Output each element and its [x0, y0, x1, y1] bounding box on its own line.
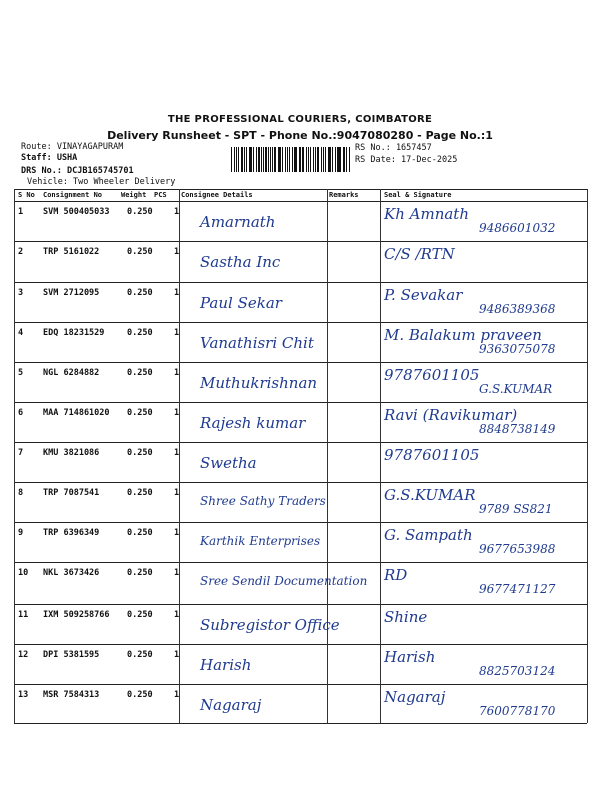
table-row [14, 362, 587, 402]
row-weight: 0.250 [127, 368, 153, 378]
grid-line [14, 362, 587, 363]
grid-line [14, 282, 587, 283]
grid-line [14, 644, 587, 645]
row-consignee-handwritten: Karthik Enterprises [200, 534, 321, 548]
table-row [14, 684, 587, 723]
table-row [14, 241, 587, 282]
row-consignee-handwritten: Amarnath [200, 213, 276, 231]
row-consignee-handwritten: Muthukrishnan [200, 374, 318, 392]
row-consignee-handwritten: Nagaraj [200, 696, 262, 714]
table-row [14, 282, 587, 322]
table-header [14, 190, 587, 201]
row-consignment: SVM 2712095 [43, 288, 100, 298]
col-sno: S No [18, 191, 35, 199]
grid-line [380, 189, 381, 723]
row-pcs: 1 [174, 247, 180, 257]
row-sno: 5 [18, 368, 24, 378]
row-weight: 0.250 [127, 528, 153, 538]
row-phone-handwritten: 9486601032 [479, 221, 556, 235]
row-weight: 0.250 [127, 568, 153, 578]
row-phone-handwritten: 9789 SS821 [479, 502, 553, 516]
row-consignment: IXM 509258766 [43, 610, 110, 620]
drs-number: DRS No.: DCJB165745701 [21, 166, 134, 176]
company-title: THE PROFESSIONAL COURIERS, COIMBATORE [167, 114, 433, 125]
row-consignment: KMU 3821086 [43, 448, 100, 458]
row-signature: P. Sevakar [384, 286, 463, 304]
row-consignee-handwritten: Shree Sathy Traders [200, 494, 326, 508]
row-pcs: 1 [174, 408, 180, 418]
row-sno: 12 [18, 650, 29, 660]
grid-line [179, 189, 180, 723]
row-pcs: 1 [174, 690, 180, 700]
row-weight: 0.250 [127, 408, 153, 418]
row-weight: 0.250 [127, 488, 153, 498]
runsheet-title: Delivery Runsheet - SPT - Phone No.:9047080280 - Page No.:1 [107, 129, 493, 142]
row-sno: 9 [18, 528, 24, 538]
grid-line [14, 442, 587, 443]
row-weight: 0.250 [127, 690, 153, 700]
row-weight: 0.250 [127, 650, 153, 660]
table-row [14, 482, 587, 522]
row-consignment: DPI 5381595 [43, 650, 100, 660]
row-consignee-handwritten: Swetha [200, 454, 257, 472]
row-consignment: EDQ 18231529 [43, 328, 105, 338]
row-signature: Nagaraj [384, 688, 446, 706]
row-sno: 3 [18, 288, 24, 298]
table-row [14, 201, 587, 241]
barcode [231, 147, 351, 172]
row-sno: 6 [18, 408, 24, 418]
col-pcs: PCS [154, 191, 167, 199]
row-consignment: NKL 3673426 [43, 568, 100, 578]
grid-line [14, 684, 587, 685]
grid-line [14, 723, 587, 724]
table-row [14, 402, 587, 442]
grid-line [14, 562, 587, 563]
grid-line [14, 322, 587, 323]
row-consignment: NGL 6284882 [43, 368, 100, 378]
row-sno: 2 [18, 247, 24, 257]
table-row [14, 522, 587, 562]
row-pcs: 1 [174, 488, 180, 498]
row-sno: 4 [18, 328, 24, 338]
col-consignment: Consignment No [43, 191, 103, 199]
row-signature: C/S /RTN [384, 245, 455, 263]
row-sno: 1 [18, 207, 24, 217]
row-consignee-handwritten: Rajesh kumar [200, 414, 306, 432]
row-weight: 0.250 [127, 448, 153, 458]
grid-line [14, 189, 15, 723]
staff-label: Staff: USHA [21, 153, 78, 163]
row-pcs: 1 [174, 528, 180, 538]
row-phone-handwritten: 9677471127 [479, 582, 556, 596]
row-pcs: 1 [174, 207, 180, 217]
row-phone-handwritten: 9486389368 [479, 302, 556, 316]
row-weight: 0.250 [127, 288, 153, 298]
row-consignee-handwritten: Harish [200, 656, 252, 674]
row-phone-handwritten: 9363075078 [479, 342, 556, 356]
row-consignment: MSR 7584313 [43, 690, 100, 700]
grid-line [587, 189, 588, 723]
table-row [14, 562, 587, 604]
row-phone-handwritten: 9677653988 [479, 542, 556, 556]
grid-line [14, 482, 587, 483]
row-signature: 9787601105 [384, 446, 480, 464]
row-weight: 0.250 [127, 610, 153, 620]
row-phone-handwritten: 7600778170 [479, 704, 556, 718]
rs-number: RS No.: 1657457 [355, 143, 432, 153]
grid-line [14, 522, 587, 523]
table-row [14, 604, 587, 644]
row-pcs: 1 [174, 568, 180, 578]
rs-date: RS Date: 17-Dec-2025 [355, 155, 458, 165]
row-signature: 9787601105 [384, 366, 480, 384]
row-signature: Shine [384, 608, 428, 626]
row-signature: Kh Amnath [384, 205, 469, 223]
row-consignee-handwritten: Vanathisri Chit [200, 334, 314, 352]
row-weight: 0.250 [127, 247, 153, 257]
row-sno: 10 [18, 568, 29, 578]
row-consignment: SVM 500405033 [43, 207, 110, 217]
vehicle-label: Vehicle: Two Wheeler Delivery [27, 177, 176, 187]
col-seal: Seal & Signature [384, 191, 452, 199]
row-sno: 8 [18, 488, 24, 498]
row-phone-handwritten: 8848738149 [479, 422, 556, 436]
grid-line [14, 241, 587, 242]
col-remarks: Remarks [329, 191, 359, 199]
row-signature: Harish [384, 648, 436, 666]
col-weight: Weight [121, 191, 147, 199]
row-weight: 0.250 [127, 207, 153, 217]
row-weight: 0.250 [127, 328, 153, 338]
col-consignee: Consignee Details [181, 191, 253, 199]
grid-line [14, 189, 587, 190]
row-consignment: MAA 714861020 [43, 408, 110, 418]
row-consignee-handwritten: Paul Sekar [200, 294, 282, 312]
row-signature: M. Balakum praveen [384, 326, 542, 344]
row-pcs: 1 [174, 650, 180, 660]
grid-line [14, 201, 587, 202]
row-pcs: 1 [174, 610, 180, 620]
row-signature: G. Sampath [384, 526, 473, 544]
row-consignment: TRP 6396349 [43, 528, 100, 538]
row-phone-handwritten: 8825703124 [479, 664, 556, 678]
row-sno: 7 [18, 448, 24, 458]
row-pcs: 1 [174, 288, 180, 298]
row-consignee-handwritten: Sastha Inc [200, 253, 281, 271]
row-pcs: 1 [174, 328, 180, 338]
grid-line [14, 604, 587, 605]
row-signature: G.S.KUMAR [384, 486, 476, 504]
row-consignee-handwritten: Subregistor Office [200, 616, 340, 634]
row-consignee-handwritten: Sree Sendil Documentation [200, 574, 368, 588]
grid-line [14, 402, 587, 403]
row-consignment: TRP 7087541 [43, 488, 100, 498]
table-row [14, 442, 587, 482]
route-label: Route: VINAYAGAPURAM [21, 142, 124, 152]
row-pcs: 1 [174, 448, 180, 458]
table-row [14, 644, 587, 684]
row-phone-handwritten: G.S.KUMAR [479, 382, 553, 396]
row-pcs: 1 [174, 368, 180, 378]
row-consignment: TRP 5161022 [43, 247, 100, 257]
row-signature: Ravi (Ravikumar) [384, 406, 518, 424]
row-sno: 13 [18, 690, 29, 700]
table-row [14, 322, 587, 362]
row-signature: RD [384, 566, 408, 584]
row-sno: 11 [18, 610, 29, 620]
grid-line [327, 189, 328, 723]
